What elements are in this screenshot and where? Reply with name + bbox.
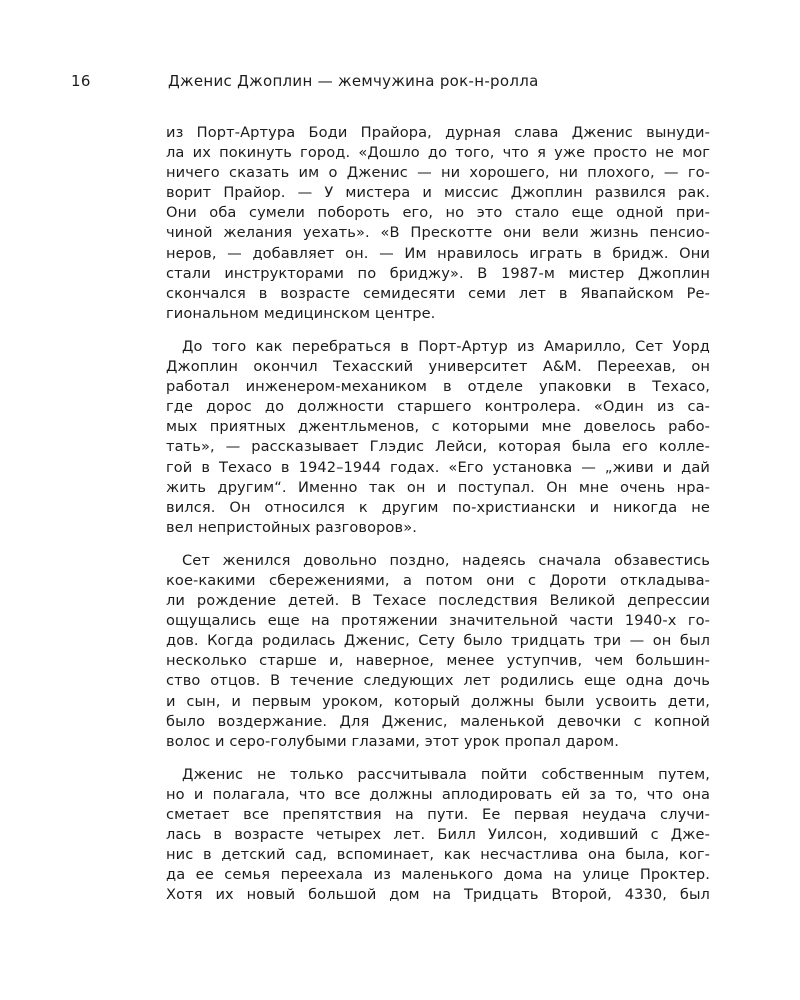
text-line: Они оба сумели побороть его, но это стало еще одной при- xyxy=(166,204,710,222)
text-line: вился. Он относился к другим по-христиански и никогда не xyxy=(166,498,710,516)
text-line: ство отцов. В течение следующих лет родились еще одна дочь xyxy=(166,672,710,690)
text-line: из Порт-Артура Боди Прайора, дурная слава Дженис вынуди- xyxy=(166,124,710,141)
text-line: ворит Прайор. — У мистера и миссис Джоплин развился рак. xyxy=(166,184,710,202)
paragraph xyxy=(166,337,710,538)
text-line: кое-какими сбережениями, а потом они с Дороти откладыва- xyxy=(166,571,710,589)
text-line: несколько старше и, наверное, менее уступчив, чем большин- xyxy=(166,652,710,670)
text-line: где дорос до должности старшего контролера. «Один из са- xyxy=(166,398,710,416)
text-line: было воздержание. Для Дженис, маленькой девочки с копной xyxy=(166,712,710,730)
text-line: вел непристойных разговоров». xyxy=(166,518,417,536)
text-line: гой в Техасо в 1942–1944 годах. «Его установка — „живи и дай xyxy=(166,458,710,476)
text-line: дов. Когда родилась Дженис, Сету было тридцать три — он был xyxy=(166,632,710,650)
text-line: нис в детский сад, вспоминает, как несчастлива она была, ког- xyxy=(166,846,710,864)
text-line: ла их покинуть город. «Дошло до того, что я уже просто не мог xyxy=(166,144,710,162)
text-line: чиной желания уехать». «В Прескотте они вели жизнь пенсио- xyxy=(166,224,710,242)
text-line: но и полагала, что все должны аплодировать ей за то, что она xyxy=(166,785,710,803)
text-line: сметает все препятствия на пути. Ее первая неудача случи- xyxy=(166,806,710,823)
paragraph xyxy=(166,123,710,324)
text-line: да ее семья переехала из маленького дома на улице Проктер. xyxy=(166,866,710,884)
text-line: неров, — добавляет он. — Им нравилось играть в бридж. Они xyxy=(166,244,710,262)
paragraph xyxy=(166,551,710,752)
body-text xyxy=(166,123,710,918)
text-line: работал инженером-механиком в отделе упаковки в Техасо, xyxy=(166,378,710,396)
text-line: До того как перебраться в Порт-Артур из Амарилло, Сет Уорд xyxy=(182,337,710,355)
text-line: гиональном медицинском центре. xyxy=(166,304,436,322)
text-line: волос и серо-голубыми глазами, этот урок пропал даром. xyxy=(166,732,619,750)
running-header: Дженис Джоплин — жемчужина рок-н-ролла xyxy=(168,72,539,90)
text-line: ли рождение детей. В Техасе последствия Великой депрессии xyxy=(166,592,710,610)
text-line: Хотя их новый большой дом на Тридцать Второй, 4330, был xyxy=(166,886,710,904)
page-number: 16 xyxy=(71,72,91,90)
text-line: Дженис не только рассчитывала пойти собственным путем, xyxy=(182,765,710,783)
text-line: Джоплин окончил Техасский университет A&M. Переехав, он xyxy=(166,358,710,376)
text-line: мых приятных джентльменов, с которыми мне довелось рабо- xyxy=(166,418,710,436)
text-line: скончался в возрасте семидесяти семи лет в Явапайском Ре- xyxy=(166,284,710,302)
text-line: Сет женился довольно поздно, надеясь сначала обзавестись xyxy=(182,551,710,569)
text-line: и сын, и первым уроком, который должны были усвоить дети, xyxy=(166,692,710,710)
text-line: жить другим“. Именно так он и поступал. Он мне очень нра- xyxy=(166,478,710,496)
text-line: лась в возрасте четырех лет. Билл Уилсон, ходивший с Дже- xyxy=(166,826,710,844)
text-line: стали инструкторами по бриджу». В 1987-м мистер Джоплин xyxy=(166,264,710,282)
text-line: ничего сказать им о Дженис — ни хорошего, ни плохого, — го- xyxy=(166,164,710,182)
text-line: ощущались еще на протяжении значительной части 1940-х го- xyxy=(166,612,710,630)
text-line: тать», — рассказывает Глэдис Лейси, которая была его колле- xyxy=(166,438,710,456)
paragraph xyxy=(166,765,710,906)
